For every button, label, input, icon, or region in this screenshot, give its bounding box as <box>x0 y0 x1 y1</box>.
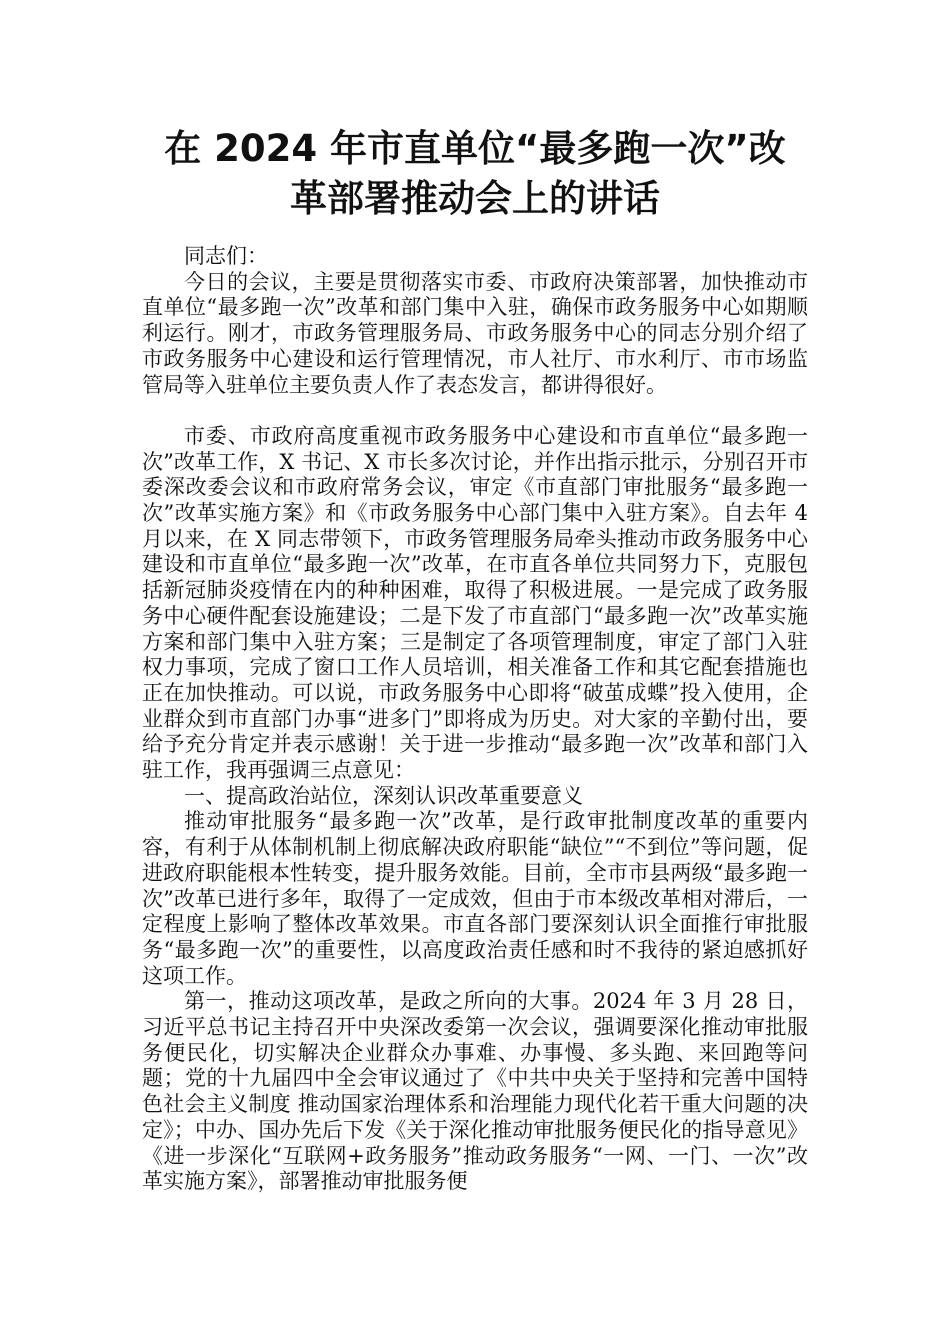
salutation: 同志们： <box>184 244 268 268</box>
paragraph: 推动审批服务“最多跑一次”改革，是行政审批制度改革的重要内容，有利于从体制机制上彻底解决政府职能“缺位”“不到位”等问题，促进政府职能根本性转变，提升服务效能。目前，全市市县两级“最多跑一次”改革已进行多年，取得了一定成效，但由于市本级改革相对滞后，一定程度上影响了整体改革效果。市直各部门要深刻认识全面推行审批服务“最多跑一次”的重要性，以高度政治责任感和时不我待的紧迫感抓好这项工作。 <box>142 809 808 988</box>
title-line-1: 在 2024 年市直单位“最多跑一次”改 <box>164 127 786 170</box>
paragraph: 市委、市政府高度重视市政务服务中心建设和市直单位“最多跑一次”改革工作，X 书记、X 市长多次讨论，并作出指示批示，分别召开市委深改委会议和市政府常务会议，审定《市直部门审批服务“最多跑一次”改革实施方案》和《市政务服务中心部门集中入驻方案》。自去年 4 月以来，在 X 同志带领下，市政务管理服务局牵头推动市政务服务中心建设和市直单位“最多跑一次”改革，在市直各单位共同努力下，克服包括新冠肺炎疫情在内的种种困难，取得了积极进展。一是完成了政务服务中心硬件配套设施建设；二是下发了市直部门“最多跑一次”改革实施方案和部门集中入驻方案；三是制定了各项管理制度，审定了部门入驻权力事项，完成了窗口工作人员培训，相关准备工作和其它配套措施也正在加快推动。可以说，市政务服务中心即将“破茧成蝶”投入使用，企业群众到市直部门办事“进多门”即将成为历史。对大家的辛勤付出，要给予充分肯定并表示感谢！关于进一步推动“最多跑一次”改革和部门入驻工作，我再强调三点意见： <box>142 423 808 783</box>
paragraph: 今日的会议，主要是贯彻落实市委、市政府决策部署，加快推动市直单位“最多跑一次”改革和部门集中入驻，确保市政务服务中心如期顺利运行。刚才，市政务管理服务局、市政务服务中心的同志分别介绍了市政务服务中心建设和运行管理情况，市人社厅、市水利厅、市市场监管局等入驻单位主要负责人作了表态发言，都讲得很好。 <box>142 269 808 397</box>
title-line-2: 革部署推动会上的讲话 <box>290 177 660 220</box>
document-title <box>120 124 830 224</box>
document-body <box>142 244 808 1195</box>
paragraph: 第一，推动这项改革，是政之所向的大事。2024 年 3 月 28 日，习近平总书记主持召开中央深改委第一次会议，强调要深化推动审批服务便民化，切实解决企业群众办事难、办事慢、多头跑、来回跑等问题；党的十九届四中全会审议通过了《中共中央关于坚持和完善中国特色社会主义制度 推动国家治理体系和治理能力现代化若干重大问题的决定》；中办、国办先后下发《关于深化推动审批服务便民化的指导意见》《进一步深化“互联网+政务服务”推动政务服务“一网、一门、一次”改革实施方案》，部署推动审批服务便 <box>142 989 808 1194</box>
section-heading: 一、提高政治站位，深刻认识改革重要意义 <box>184 783 583 808</box>
